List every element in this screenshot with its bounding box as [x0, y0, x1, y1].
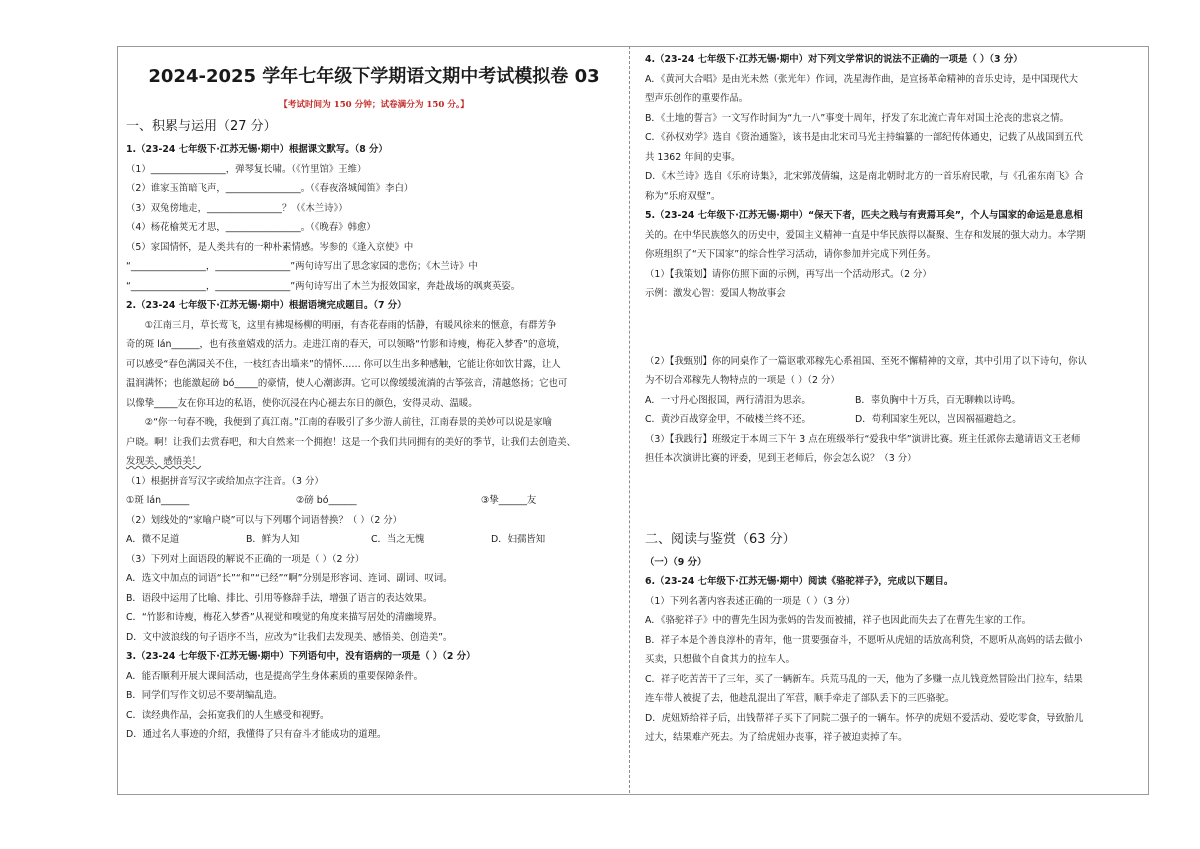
- q6-sub1: （1）下列名著内容表述正确的一项是（ ）（3 分）: [645, 595, 856, 607]
- option-c: C．读经典作品，会拓宽我们的人生感受和视野。: [126, 709, 330, 721]
- q3-stem: 3.（23-24 七年级下·江苏无锡·期中）下列语句中，没有语病的一项是（ ）（2 分）: [126, 651, 476, 662]
- q1-line: （4）杨花榆荚无才思，________________。（《晚春》韩愈）: [126, 222, 376, 233]
- blank-item[interactable]: ①斑 lán______: [126, 495, 190, 506]
- option-b: B．辜负胸中十万兵，百无聊赖以诗鸣。: [855, 394, 1021, 406]
- option-d: D．苟利国家生死以，岂因祸福避趋之。: [855, 414, 1022, 425]
- exam-title: 2024-2025 学年七年级下学期语文期中考试模拟卷 03: [148, 66, 600, 87]
- q2-passage-line: 奇的斑 lán______，也有孩童嬉戏的活力。走进江南的春天，可以领略“竹影和诗瘦，梅花入梦香”的意境，: [126, 339, 566, 350]
- q1-line: （1）________________，弹琴复长啸。（《竹里馆》王维）: [126, 163, 367, 175]
- q5-stem: 5.（23-24 七年级下·江苏无锡·期中）“保天下者，匹夫之贱与有责焉耳矣”，个人与国家的命运是息息相: [645, 210, 1083, 221]
- q2-passage-line: 温润满怀；也能激起磅 bó_____的豪情，使人心潮澎湃。它可以像缓缓流淌的古筝弦音，清越悠扬；它也可: [126, 378, 568, 389]
- q2-sub2-options: [126, 530, 622, 550]
- q2-passage-line: 可以感受“春色满园关不住，一枝红杏出墙来”的情怀…… 你可以生出多种感触，它能让你如饮甘露，让人: [126, 358, 561, 370]
- right-column: [645, 50, 1145, 748]
- q2-stem: 2.（23-24 七年级下·江苏无锡·期中）根据语境完成题目。（7 分）: [126, 300, 407, 311]
- q2-sub3: （3）下列对上面语段的解说不正确的一项是（ ）（2 分）: [126, 553, 365, 565]
- option-c: C．黄沙百战穿金甲，不破楼兰终不还。: [645, 414, 811, 425]
- q1-stem: 1.（23-24 七年级下·江苏无锡·期中）根据课文默写。（8 分）: [126, 144, 388, 155]
- q4-line: 型声乐创作的重要作品。: [645, 93, 749, 104]
- q5-stem-line: 关的。在中华民族悠久的历史中，爱国主义精神一直是中华民族得以凝聚、生存和发展的强大动力。本学期: [645, 229, 1086, 241]
- q2-passage-line: 以像挚_____友在你耳边的私语，使你沉浸在内心褪去东日的颜色，安得灵动、温暖。: [126, 397, 478, 409]
- q4-line: 共 1362 年间的史事。: [645, 151, 741, 163]
- q2-wavy-sentence: 发现美、感悟美！: [126, 456, 202, 467]
- q5-sub2-options-row: [645, 410, 1145, 430]
- option-d: D．通过名人事迹的介绍，我懂得了只有奋斗才能成功的道理。: [126, 729, 387, 740]
- q4-line: 称为“乐府双璧”。: [645, 190, 721, 202]
- q1-line: “________________，________________”两句诗写出了思念家园的悲伤；《木兰诗》中: [126, 261, 478, 272]
- q5-answer-space-1[interactable]: [645, 304, 1145, 352]
- q5-sub1: （1）【我策划】请你仿照下面的示例，再写出一个活动形式。（2 分）: [645, 268, 932, 280]
- option-d: D．妇孺皆知: [491, 534, 546, 545]
- q6-line: A．《骆驼祥子》中的曹先生因为张妈的告发而被捕，祥子也因此而失去了在曹先生家的工作。: [645, 615, 1032, 626]
- q4-line: A．《黄河大合唱》是由光未然（张光年）作词，冼星海作曲，是宣扬革命精神的音乐史诗，是中国现代大: [645, 73, 1078, 85]
- option-d: D．文中波浪线的句子语序不当，应改为“让我们去发现美、感悟美、创造美”。: [126, 631, 453, 643]
- q5-sub2-line: 为不切合邓稼先人物特点的一项是（ ）（2 分）: [645, 375, 840, 386]
- option-a: A．微不足道: [126, 534, 180, 545]
- q4-stem: 4.（23-24 七年级下·江苏无锡·期中）对下列文学常识的说法不正确的一项是（ ）（3 分）: [645, 54, 1023, 65]
- option-c: C．“竹影和诗瘦，梅花入梦香”从视觉和嗅觉的角度来描写居处的清幽境界。: [126, 612, 443, 623]
- q1-line: （5）家国情怀，是人类共有的一种朴素情感。岑参的《逢入京使》中: [126, 241, 414, 253]
- column-divider: [629, 46, 630, 793]
- q6-line: D．虎妞矫给祥子后，出钱帮祥子买下了同院二强子的一辆车。怀孕的虎妞不爱活动、爱吃零食，导致胎儿: [645, 712, 1084, 724]
- q5-sub3-line: 担任本次演讲比赛的评委，见到王老师后，你会怎么说？（3 分）: [645, 453, 917, 464]
- q1-line: （2）谁家玉笛暗飞声，________________。（《春夜洛城闻笛》李白）: [126, 183, 414, 194]
- option-c: C．当之无愧: [371, 534, 425, 545]
- part-heading: （一）（9 分）: [645, 556, 707, 568]
- option-a: A．能否顺利开展大课间活动，也是提高学生身体素质的重要保障条件。: [126, 670, 424, 682]
- q2-sub2: （2）划线处的“家喻户晓”可以与下列哪个词语替换？（ ）（2 分）: [126, 514, 403, 526]
- blank-item[interactable]: ②磅 bó______: [296, 495, 357, 506]
- option-b: B．鲜为人知: [246, 534, 300, 545]
- option-b: B．语段中运用了比喻、排比、引用等修辞手法，增强了语言的表达效果。: [126, 592, 433, 604]
- q6-line: 连车带人被捉了去，他趁乱混出了军营，顺手牵走了部队丢下的三匹骆驼。: [645, 693, 955, 704]
- blank-item[interactable]: ③挚______友: [481, 495, 537, 506]
- q5-stem-line: 你班组织了“天下国家”的综合性学习活动，请你参加并完成下列任务。: [645, 249, 936, 260]
- section-heading-1: 一、积累与运用（27 分）: [126, 119, 277, 134]
- q2-blanks: [126, 491, 622, 511]
- q2-passage-line: ②“你一句春不晚，我便到了真江南。”江南的春吸引了多少游人前往，江南春景的美妙可以说是家喻: [144, 417, 552, 428]
- q2-passage-line: 户晓。啊！让我们去赏春吧，和大自然来一个拥抱！这是一个我们共同拥有的美好的季节，让我们去创造美、: [126, 436, 577, 448]
- q5-answer-space-3[interactable]: [645, 469, 1145, 527]
- q6-line: B．祥子本是个善良淳朴的青年，他一贯要强奋斗，不愿听从虎妞的话放高利贷，不愿听从高妈的话去做小: [645, 634, 1083, 646]
- option-a: A．选文中加点的词语“长”“和”“已经”“啊”分别是形容词、连词、副词、叹词。: [126, 573, 453, 584]
- q5-sub2: （2）【我甄别】你的同桌作了一篇讴歌邓稼先心系祖国、至死不懈精神的文章，其中引用了以下诗句，你认: [645, 355, 1087, 367]
- q1-line: （3）双兔傍地走，________________？（《木兰诗》）: [126, 202, 348, 214]
- q6-stem: 6.（23-24 七年级下·江苏无锡·期中）阅读《骆驼祥子》，完成以下题目。: [645, 576, 954, 587]
- q4-line: B．《土地的誓言》一文写作时间为“九一八”事变十周年，抒发了东北流亡青年对国土沦丧的悲哀之情。: [645, 112, 1069, 124]
- exam-subtitle: 【考试时间为 150 分钟；试卷满分为 150 分。】: [279, 100, 469, 110]
- q4-line: C．《孙权劝学》选自《资治通鉴》，该书是由北宋司马光主持编纂的一部纪传体通史，记载了从战国到五代: [645, 132, 1083, 143]
- q2-sub1: （1）根据拼音写汉字或给加点字注音。（3 分）: [126, 475, 324, 487]
- q6-line: 过大，结果难产死去。为了给虎妞办丧事，祥子被迫卖掉了车。: [645, 732, 908, 743]
- q2-passage-line: ①江南三月，草长莺飞，这里有拂堤杨柳的明丽，有杏花春雨的恬静，有暖风徐来的惬意，有群芳争: [144, 319, 557, 331]
- section-heading-2: 二、阅读与鉴赏（63 分）: [645, 531, 796, 547]
- left-column: [126, 58, 622, 745]
- option-b: B．同学们写作文切忌不要胡编乱造。: [126, 690, 283, 701]
- q5-example: 示例：激发心智：爱国人物故事会: [645, 288, 786, 299]
- q1-line: “________________，________________”两句诗写出了木兰为报效国家，奔赴战场的飒爽英姿。: [126, 280, 521, 292]
- option-a: A．一寸丹心图报国，两行清泪为思亲。: [645, 394, 811, 406]
- q4-line: D．《木兰诗》选自《乐府诗集》，北宋郭茂倩编，这是南北朝时北方的一首乐府民歌，与《孔雀东南飞》合: [645, 171, 1084, 182]
- q6-line: 买卖，只想做个自食其力的拉车人。: [645, 654, 796, 665]
- q6-line: C．祥子吃苦苦干了三年，买了一辆新车。兵荒马乱的一天，他为了多赚一点儿钱竟然冒险出门拉车，结果: [645, 673, 1083, 685]
- q5-sub3: （3）【我践行】班级定于本周三下午 3 点在班级举行“爱我中华”演讲比赛。班主任派你去邀请语文王老师: [645, 433, 1081, 445]
- q5-sub2-options-row: [645, 391, 1145, 411]
